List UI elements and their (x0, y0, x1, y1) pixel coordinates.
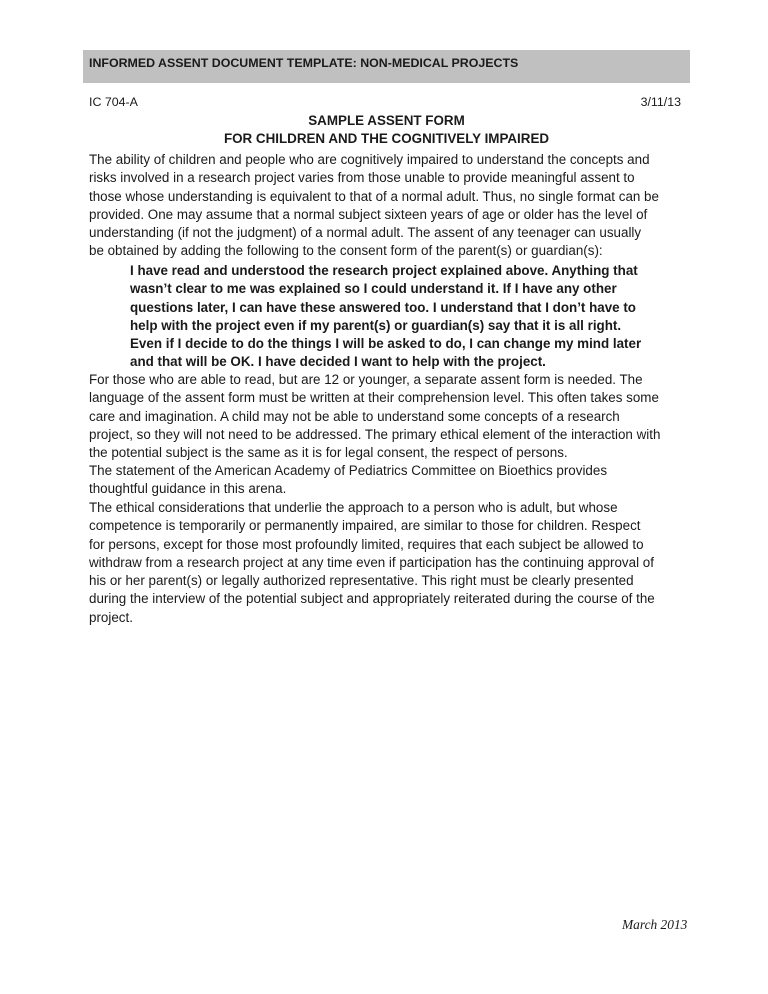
impaired-adults-paragraph (89, 499, 709, 627)
text-line: risks involved in a research project varies from those unable to provide meaningful assent to (89, 170, 635, 186)
text-line: project, so they will not need to be addressed. The primary ethical element of the interaction with (89, 426, 661, 442)
text-line: questions later, I can have these answered too. I understand that I don’t have to (130, 299, 636, 315)
text-line: withdraw from a research project at any time even if participation has the continuing approval of (89, 554, 654, 570)
text-line: The ability of children and people who are cognitively impaired to understand the concepts and (89, 152, 650, 167)
intro-paragraph (89, 151, 709, 261)
aap-paragraph (89, 462, 709, 499)
banner-title: INFORMED ASSENT DOCUMENT TEMPLATE: NON-MEDICAL PROJECTS (89, 56, 519, 70)
text-line: The statement of the American Academy of Pediatrics Committee on Bioethics provides (89, 463, 608, 478)
text-line: for persons, except for those most profoundly limited, requires that each subject be allowed to (89, 536, 644, 552)
text-line: care and imagination. A child may not be able to understand some concepts of a research (89, 408, 620, 424)
form-title: SAMPLE ASSENT FORM (308, 113, 465, 128)
text-line: The ethical considerations that underlie the approach to a person who is adult, but whose (89, 500, 618, 515)
text-line: the potential subject is the same as it is for legal consent, the respect of persons. (89, 445, 568, 461)
text-line: project. (89, 609, 133, 625)
header-banner (83, 50, 690, 83)
text-line: during the interview of the potential subject and appropriately reiterated during the course of the (89, 591, 655, 607)
young-children-paragraph (89, 371, 709, 462)
text-line: be obtained by adding the following to the consent form of the parent(s) or guardian(s): (89, 243, 603, 259)
document-id: IC 704-A (89, 95, 138, 109)
text-line: Even if I decide to do the things I will be asked to do, I can change my mind later (130, 336, 642, 352)
text-line: I have read and understood the research project explained above. Anything that (130, 263, 638, 278)
document-date: 3/11/13 (640, 95, 681, 109)
footer-date: March 2013 (622, 917, 688, 932)
text-line: understanding (if not the judgment) of a normal adult. The assent of any teenager can usually (89, 225, 642, 241)
text-line: competence is temporarily or permanently impaired, are similar to those for children. Respect (89, 518, 641, 534)
text-line: For those who are able to read, but are 12 or younger, a separate assent form is needed. The (89, 372, 643, 387)
text-line: language of the assent form must be written at their comprehension level. This often takes some (89, 390, 659, 406)
text-line: those whose understanding is equivalent to that of a normal adult. Thus, no single format can be (89, 188, 659, 204)
text-line: and that will be OK. I have decided I want to help with the project. (130, 354, 546, 370)
text-line: help with the project even if my parent(s) or guardian(s) say that it is all right. (130, 317, 622, 333)
text-line: thoughtful guidance in this arena. (89, 481, 287, 497)
form-subtitle: FOR CHILDREN AND THE COGNITIVELY IMPAIRED (223, 131, 550, 146)
text-line: provided. One may assume that a normal subject sixteen years of age or older has the level of (89, 206, 648, 222)
text-line: wasn’t clear to me was explained so I could understand it. If I have any other (130, 281, 617, 297)
text-line: his or her parent(s) or legally authorized representative. This right must be clearly presented (89, 573, 634, 589)
assent-statement (130, 262, 750, 372)
